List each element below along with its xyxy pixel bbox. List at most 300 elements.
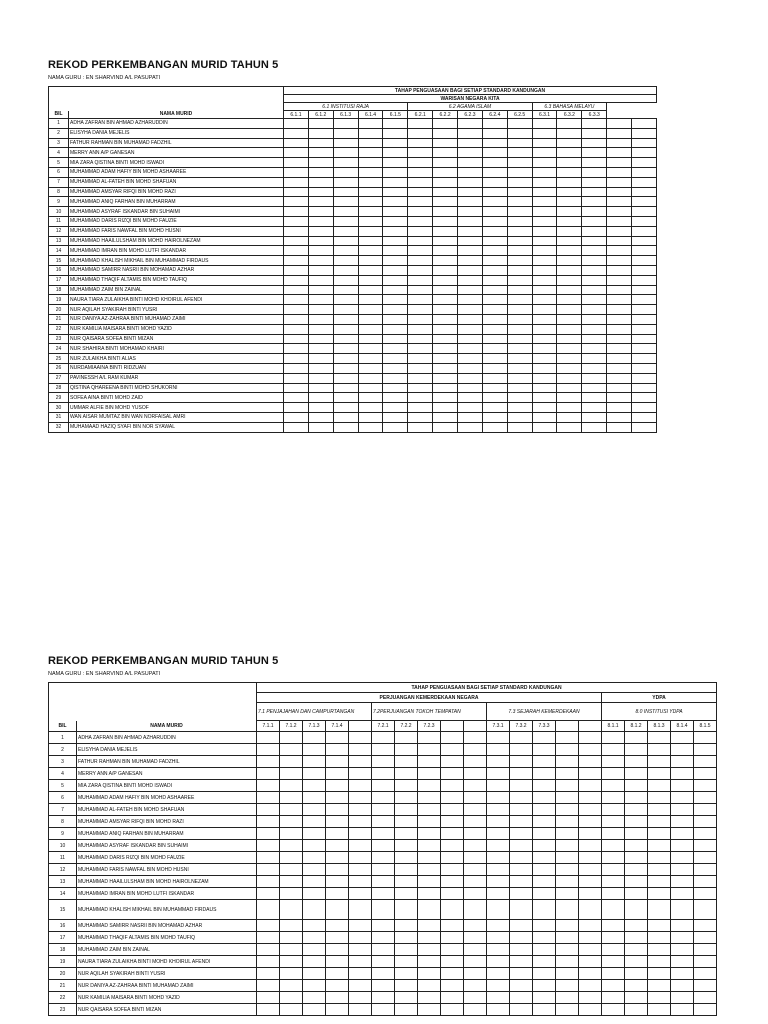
mark-cell[interactable]	[532, 324, 557, 334]
mark-cell[interactable]	[257, 920, 280, 932]
mark-cell[interactable]	[458, 412, 483, 422]
mark-cell[interactable]	[408, 236, 433, 246]
mark-cell[interactable]	[487, 744, 510, 756]
mark-cell[interactable]	[694, 768, 717, 780]
mark-cell[interactable]	[326, 840, 349, 852]
mark-cell[interactable]	[579, 956, 602, 968]
mark-cell[interactable]	[464, 864, 487, 876]
mark-cell[interactable]	[458, 119, 483, 129]
mark-cell[interactable]	[507, 412, 532, 422]
mark-cell[interactable]	[607, 383, 632, 393]
mark-cell[interactable]	[441, 756, 464, 768]
mark-cell[interactable]	[464, 944, 487, 956]
mark-cell[interactable]	[257, 968, 280, 980]
mark-cell[interactable]	[532, 295, 557, 305]
mark-cell[interactable]	[395, 944, 418, 956]
mark-cell[interactable]	[326, 852, 349, 864]
mark-cell[interactable]	[532, 207, 557, 217]
mark-cell[interactable]	[533, 828, 556, 840]
mark-cell[interactable]	[284, 412, 309, 422]
mark-cell[interactable]	[349, 828, 372, 840]
mark-cell[interactable]	[464, 920, 487, 932]
mark-cell[interactable]	[487, 732, 510, 744]
mark-cell[interactable]	[632, 197, 657, 207]
mark-cell[interactable]	[557, 187, 582, 197]
mark-cell[interactable]	[326, 1004, 349, 1016]
mark-cell[interactable]	[257, 828, 280, 840]
mark-cell[interactable]	[602, 816, 625, 828]
mark-cell[interactable]	[458, 207, 483, 217]
mark-cell[interactable]	[433, 148, 458, 158]
mark-cell[interactable]	[607, 158, 632, 168]
mark-cell[interactable]	[625, 920, 648, 932]
mark-cell[interactable]	[602, 1004, 625, 1016]
mark-cell[interactable]	[671, 944, 694, 956]
mark-cell[interactable]	[487, 992, 510, 1004]
mark-cell[interactable]	[482, 295, 507, 305]
mark-cell[interactable]	[284, 128, 309, 138]
mark-cell[interactable]	[303, 956, 326, 968]
mark-cell[interactable]	[607, 226, 632, 236]
mark-cell[interactable]	[579, 756, 602, 768]
mark-cell[interactable]	[441, 852, 464, 864]
mark-cell[interactable]	[433, 314, 458, 324]
mark-cell[interactable]	[358, 334, 383, 344]
mark-cell[interactable]	[632, 354, 657, 364]
mark-cell[interactable]	[383, 383, 408, 393]
mark-cell[interactable]	[579, 992, 602, 1004]
mark-cell[interactable]	[607, 422, 632, 432]
mark-cell[interactable]	[625, 968, 648, 980]
mark-cell[interactable]	[464, 780, 487, 792]
mark-cell[interactable]	[303, 980, 326, 992]
mark-cell[interactable]	[303, 900, 326, 920]
mark-cell[interactable]	[303, 828, 326, 840]
mark-cell[interactable]	[408, 119, 433, 129]
mark-cell[interactable]	[602, 732, 625, 744]
mark-cell[interactable]	[395, 888, 418, 900]
mark-cell[interactable]	[308, 187, 333, 197]
mark-cell[interactable]	[284, 207, 309, 217]
mark-cell[interactable]	[395, 756, 418, 768]
mark-cell[interactable]	[358, 393, 383, 403]
mark-cell[interactable]	[557, 158, 582, 168]
mark-cell[interactable]	[358, 363, 383, 373]
mark-cell[interactable]	[358, 324, 383, 334]
mark-cell[interactable]	[632, 344, 657, 354]
mark-cell[interactable]	[464, 932, 487, 944]
mark-cell[interactable]	[308, 246, 333, 256]
mark-cell[interactable]	[510, 968, 533, 980]
mark-cell[interactable]	[582, 393, 607, 403]
mark-cell[interactable]	[349, 992, 372, 1004]
mark-cell[interactable]	[408, 158, 433, 168]
mark-cell[interactable]	[280, 732, 303, 744]
mark-cell[interactable]	[308, 295, 333, 305]
mark-cell[interactable]	[648, 840, 671, 852]
mark-cell[interactable]	[632, 305, 657, 315]
mark-cell[interactable]	[418, 944, 441, 956]
mark-cell[interactable]	[507, 187, 532, 197]
mark-cell[interactable]	[441, 888, 464, 900]
mark-cell[interactable]	[284, 256, 309, 266]
mark-cell[interactable]	[532, 285, 557, 295]
mark-cell[interactable]	[308, 128, 333, 138]
mark-cell[interactable]	[280, 932, 303, 944]
mark-cell[interactable]	[579, 932, 602, 944]
mark-cell[interactable]	[671, 804, 694, 816]
mark-cell[interactable]	[487, 968, 510, 980]
mark-cell[interactable]	[533, 932, 556, 944]
mark-cell[interactable]	[408, 265, 433, 275]
mark-cell[interactable]	[579, 900, 602, 920]
mark-cell[interactable]	[464, 756, 487, 768]
mark-cell[interactable]	[671, 932, 694, 944]
mark-cell[interactable]	[533, 744, 556, 756]
mark-cell[interactable]	[607, 393, 632, 403]
mark-cell[interactable]	[632, 393, 657, 403]
mark-cell[interactable]	[602, 744, 625, 756]
mark-cell[interactable]	[694, 852, 717, 864]
mark-cell[interactable]	[303, 768, 326, 780]
mark-cell[interactable]	[458, 187, 483, 197]
mark-cell[interactable]	[507, 148, 532, 158]
mark-cell[interactable]	[408, 305, 433, 315]
mark-cell[interactable]	[326, 992, 349, 1004]
mark-cell[interactable]	[372, 992, 395, 1004]
mark-cell[interactable]	[671, 780, 694, 792]
mark-cell[interactable]	[303, 920, 326, 932]
mark-cell[interactable]	[625, 944, 648, 956]
mark-cell[interactable]	[441, 920, 464, 932]
mark-cell[interactable]	[607, 207, 632, 217]
mark-cell[interactable]	[308, 275, 333, 285]
mark-cell[interactable]	[482, 334, 507, 344]
mark-cell[interactable]	[308, 393, 333, 403]
mark-cell[interactable]	[602, 792, 625, 804]
mark-cell[interactable]	[395, 852, 418, 864]
mark-cell[interactable]	[557, 295, 582, 305]
mark-cell[interactable]	[408, 256, 433, 266]
mark-cell[interactable]	[280, 828, 303, 840]
mark-cell[interactable]	[556, 732, 579, 744]
mark-cell[interactable]	[648, 864, 671, 876]
mark-cell[interactable]	[408, 207, 433, 217]
mark-cell[interactable]	[533, 944, 556, 956]
mark-cell[interactable]	[418, 992, 441, 1004]
mark-cell[interactable]	[694, 744, 717, 756]
mark-cell[interactable]	[372, 932, 395, 944]
mark-cell[interactable]	[372, 756, 395, 768]
mark-cell[interactable]	[482, 246, 507, 256]
mark-cell[interactable]	[507, 256, 532, 266]
mark-cell[interactable]	[607, 403, 632, 413]
mark-cell[interactable]	[487, 792, 510, 804]
mark-cell[interactable]	[326, 756, 349, 768]
mark-cell[interactable]	[557, 373, 582, 383]
mark-cell[interactable]	[433, 354, 458, 364]
mark-cell[interactable]	[433, 373, 458, 383]
mark-cell[interactable]	[507, 354, 532, 364]
mark-cell[interactable]	[395, 732, 418, 744]
mark-cell[interactable]	[458, 167, 483, 177]
mark-cell[interactable]	[418, 804, 441, 816]
mark-cell[interactable]	[326, 792, 349, 804]
mark-cell[interactable]	[607, 314, 632, 324]
mark-cell[interactable]	[349, 980, 372, 992]
mark-cell[interactable]	[372, 744, 395, 756]
mark-cell[interactable]	[383, 177, 408, 187]
mark-cell[interactable]	[648, 792, 671, 804]
mark-cell[interactable]	[607, 265, 632, 275]
mark-cell[interactable]	[532, 393, 557, 403]
mark-cell[interactable]	[632, 324, 657, 334]
mark-cell[interactable]	[383, 344, 408, 354]
mark-cell[interactable]	[280, 804, 303, 816]
mark-cell[interactable]	[372, 840, 395, 852]
mark-cell[interactable]	[533, 980, 556, 992]
mark-cell[interactable]	[280, 888, 303, 900]
mark-cell[interactable]	[308, 265, 333, 275]
mark-cell[interactable]	[349, 792, 372, 804]
mark-cell[interactable]	[284, 344, 309, 354]
mark-cell[interactable]	[383, 138, 408, 148]
mark-cell[interactable]	[632, 177, 657, 187]
mark-cell[interactable]	[308, 207, 333, 217]
mark-cell[interactable]	[602, 944, 625, 956]
mark-cell[interactable]	[556, 864, 579, 876]
mark-cell[interactable]	[284, 236, 309, 246]
mark-cell[interactable]	[625, 980, 648, 992]
mark-cell[interactable]	[458, 226, 483, 236]
mark-cell[interactable]	[507, 167, 532, 177]
mark-cell[interactable]	[607, 334, 632, 344]
mark-cell[interactable]	[607, 412, 632, 422]
mark-cell[interactable]	[280, 876, 303, 888]
mark-cell[interactable]	[648, 876, 671, 888]
mark-cell[interactable]	[349, 932, 372, 944]
mark-cell[interactable]	[333, 305, 358, 315]
mark-cell[interactable]	[383, 236, 408, 246]
mark-cell[interactable]	[284, 403, 309, 413]
mark-cell[interactable]	[579, 944, 602, 956]
mark-cell[interactable]	[482, 138, 507, 148]
mark-cell[interactable]	[464, 792, 487, 804]
mark-cell[interactable]	[694, 804, 717, 816]
mark-cell[interactable]	[433, 138, 458, 148]
mark-cell[interactable]	[507, 207, 532, 217]
mark-cell[interactable]	[458, 324, 483, 334]
mark-cell[interactable]	[579, 744, 602, 756]
mark-cell[interactable]	[482, 314, 507, 324]
mark-cell[interactable]	[303, 804, 326, 816]
mark-cell[interactable]	[648, 804, 671, 816]
mark-cell[interactable]	[507, 216, 532, 226]
mark-cell[interactable]	[556, 852, 579, 864]
mark-cell[interactable]	[284, 285, 309, 295]
mark-cell[interactable]	[532, 412, 557, 422]
mark-cell[interactable]	[333, 354, 358, 364]
mark-cell[interactable]	[383, 403, 408, 413]
mark-cell[interactable]	[648, 756, 671, 768]
mark-cell[interactable]	[383, 314, 408, 324]
mark-cell[interactable]	[280, 1004, 303, 1016]
mark-cell[interactable]	[482, 354, 507, 364]
mark-cell[interactable]	[458, 305, 483, 315]
mark-cell[interactable]	[582, 207, 607, 217]
mark-cell[interactable]	[408, 393, 433, 403]
mark-cell[interactable]	[579, 792, 602, 804]
mark-cell[interactable]	[625, 756, 648, 768]
mark-cell[interactable]	[579, 864, 602, 876]
mark-cell[interactable]	[433, 256, 458, 266]
mark-cell[interactable]	[582, 344, 607, 354]
mark-cell[interactable]	[383, 187, 408, 197]
mark-cell[interactable]	[433, 422, 458, 432]
mark-cell[interactable]	[607, 354, 632, 364]
mark-cell[interactable]	[280, 756, 303, 768]
mark-cell[interactable]	[358, 138, 383, 148]
mark-cell[interactable]	[358, 265, 383, 275]
mark-cell[interactable]	[464, 816, 487, 828]
mark-cell[interactable]	[358, 197, 383, 207]
mark-cell[interactable]	[482, 383, 507, 393]
mark-cell[interactable]	[284, 393, 309, 403]
mark-cell[interactable]	[482, 344, 507, 354]
mark-cell[interactable]	[395, 980, 418, 992]
mark-cell[interactable]	[533, 732, 556, 744]
mark-cell[interactable]	[441, 1004, 464, 1016]
mark-cell[interactable]	[632, 138, 657, 148]
mark-cell[interactable]	[349, 840, 372, 852]
mark-cell[interactable]	[418, 920, 441, 932]
mark-cell[interactable]	[557, 393, 582, 403]
mark-cell[interactable]	[349, 888, 372, 900]
mark-cell[interactable]	[333, 373, 358, 383]
mark-cell[interactable]	[433, 275, 458, 285]
mark-cell[interactable]	[458, 138, 483, 148]
mark-cell[interactable]	[556, 816, 579, 828]
mark-cell[interactable]	[326, 920, 349, 932]
mark-cell[interactable]	[532, 236, 557, 246]
mark-cell[interactable]	[579, 852, 602, 864]
mark-cell[interactable]	[303, 840, 326, 852]
mark-cell[interactable]	[557, 383, 582, 393]
mark-cell[interactable]	[303, 816, 326, 828]
mark-cell[interactable]	[408, 138, 433, 148]
mark-cell[interactable]	[349, 744, 372, 756]
mark-cell[interactable]	[408, 412, 433, 422]
mark-cell[interactable]	[507, 275, 532, 285]
mark-cell[interactable]	[257, 768, 280, 780]
mark-cell[interactable]	[284, 119, 309, 129]
mark-cell[interactable]	[326, 876, 349, 888]
mark-cell[interactable]	[487, 900, 510, 920]
mark-cell[interactable]	[333, 167, 358, 177]
mark-cell[interactable]	[433, 393, 458, 403]
mark-cell[interactable]	[408, 275, 433, 285]
mark-cell[interactable]	[532, 334, 557, 344]
mark-cell[interactable]	[533, 992, 556, 1004]
mark-cell[interactable]	[372, 980, 395, 992]
mark-cell[interactable]	[625, 780, 648, 792]
mark-cell[interactable]	[383, 363, 408, 373]
mark-cell[interactable]	[458, 422, 483, 432]
mark-cell[interactable]	[582, 138, 607, 148]
mark-cell[interactable]	[557, 324, 582, 334]
mark-cell[interactable]	[648, 944, 671, 956]
mark-cell[interactable]	[510, 792, 533, 804]
mark-cell[interactable]	[625, 932, 648, 944]
mark-cell[interactable]	[458, 275, 483, 285]
mark-cell[interactable]	[557, 119, 582, 129]
mark-cell[interactable]	[464, 888, 487, 900]
mark-cell[interactable]	[441, 744, 464, 756]
mark-cell[interactable]	[556, 780, 579, 792]
mark-cell[interactable]	[395, 992, 418, 1004]
mark-cell[interactable]	[303, 968, 326, 980]
mark-cell[interactable]	[383, 256, 408, 266]
mark-cell[interactable]	[671, 968, 694, 980]
mark-cell[interactable]	[408, 246, 433, 256]
mark-cell[interactable]	[632, 246, 657, 256]
mark-cell[interactable]	[433, 412, 458, 422]
mark-cell[interactable]	[383, 334, 408, 344]
mark-cell[interactable]	[582, 119, 607, 129]
mark-cell[interactable]	[284, 363, 309, 373]
mark-cell[interactable]	[632, 265, 657, 275]
mark-cell[interactable]	[464, 992, 487, 1004]
mark-cell[interactable]	[326, 804, 349, 816]
mark-cell[interactable]	[303, 792, 326, 804]
mark-cell[interactable]	[532, 246, 557, 256]
mark-cell[interactable]	[510, 828, 533, 840]
mark-cell[interactable]	[532, 265, 557, 275]
mark-cell[interactable]	[433, 344, 458, 354]
mark-cell[interactable]	[557, 216, 582, 226]
mark-cell[interactable]	[433, 403, 458, 413]
mark-cell[interactable]	[418, 956, 441, 968]
mark-cell[interactable]	[395, 968, 418, 980]
mark-cell[interactable]	[284, 197, 309, 207]
mark-cell[interactable]	[372, 792, 395, 804]
mark-cell[interactable]	[557, 403, 582, 413]
mark-cell[interactable]	[482, 197, 507, 207]
mark-cell[interactable]	[349, 956, 372, 968]
mark-cell[interactable]	[358, 246, 383, 256]
mark-cell[interactable]	[333, 128, 358, 138]
mark-cell[interactable]	[372, 876, 395, 888]
mark-cell[interactable]	[441, 780, 464, 792]
mark-cell[interactable]	[579, 840, 602, 852]
mark-cell[interactable]	[510, 744, 533, 756]
mark-cell[interactable]	[284, 265, 309, 275]
mark-cell[interactable]	[418, 756, 441, 768]
mark-cell[interactable]	[326, 888, 349, 900]
mark-cell[interactable]	[510, 732, 533, 744]
mark-cell[interactable]	[510, 900, 533, 920]
mark-cell[interactable]	[383, 265, 408, 275]
mark-cell[interactable]	[441, 840, 464, 852]
mark-cell[interactable]	[482, 422, 507, 432]
mark-cell[interactable]	[395, 920, 418, 932]
mark-cell[interactable]	[694, 944, 717, 956]
mark-cell[interactable]	[582, 128, 607, 138]
mark-cell[interactable]	[556, 992, 579, 1004]
mark-cell[interactable]	[284, 177, 309, 187]
mark-cell[interactable]	[507, 305, 532, 315]
mark-cell[interactable]	[533, 816, 556, 828]
